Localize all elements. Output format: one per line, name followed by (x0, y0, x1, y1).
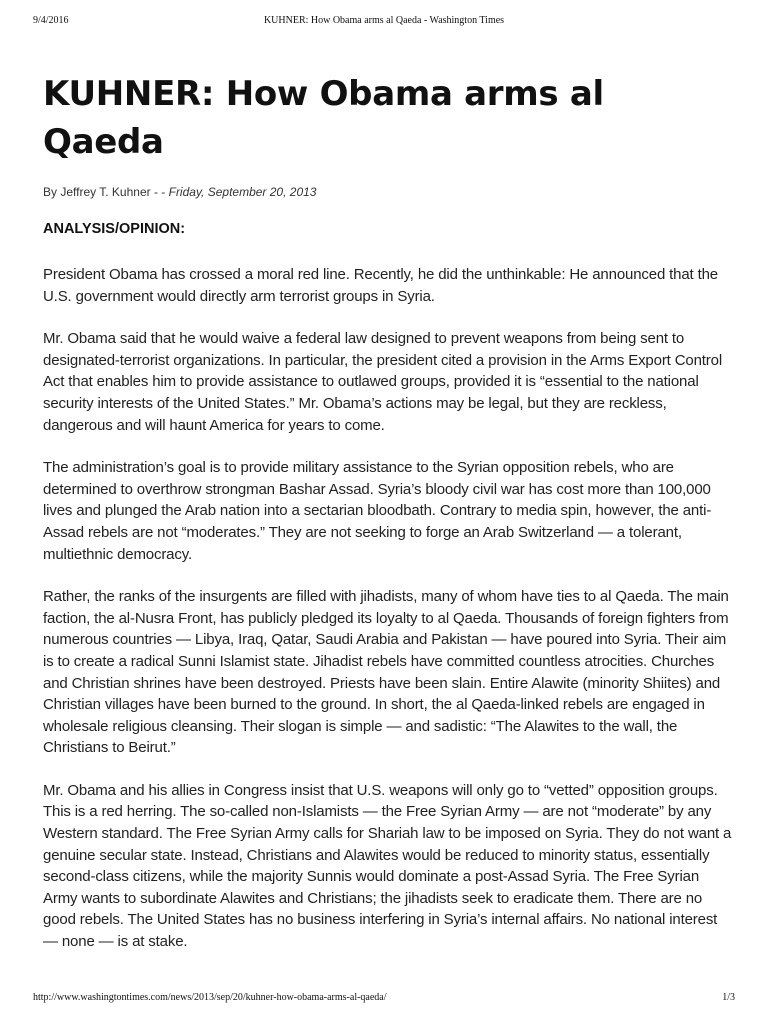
article-paragraph: The administration’s goal is to provide military assistance to the Syrian opposition rebels, who are determined to overthrow strongman Bashar Assad. Syria’s bloody civil war has cost more than 100,000 lives and plunged the Arab nation into a sectarian bloodbath. Contrary to media spin, however, the anti-Assad rebels are not “moderates.” They are not seeking to forge an Arab Switzerland — a tolerant, multiethnic democracy. (43, 459, 712, 563)
page-number: 1/3 (722, 992, 735, 1003)
article-paragraph: Mr. Obama and his allies in Congress insist that U.S. weapons will only go to “vetted” opposition groups. This is a red herring. The so-called non-Islamists — the Free Syrian Army — are not “moderate” by any Western standard. The Free Syrian Army calls for Shariah law to be imposed on Syria. They do not want a genuine secular state. Instead, Christians and Alawites would be reduced to minority status, essentially second-class citizens, while the majority Sunnis would dominate a post-Assad Syria. The Free Syrian Army wants to subordinate Alawites and Christians; the jihadists seek to eradicate them. There are no good rebels. The United States has no business interfering in Syria’s internal affairs. No national interest — none — is at stake. (43, 781, 732, 951)
article-paragraph: President Obama has crossed a moral red line. Recently, he did the unthinkable: He announced that the U.S. government would directly arm terrorist groups in Syria. (43, 266, 718, 305)
article-headline: KUHNER: How Obama arms al Qaeda (43, 74, 604, 162)
byline (43, 184, 733, 200)
article-paragraph: Mr. Obama said that he would waive a federal law designed to prevent weapons from being sent to designated-terrorist organizations. In particular, the president cited a provision in the Arms Export Control Act that enables him to provide assistance to outlawed groups, provided it is “essential to the national security interests of the United States.” Mr. Obama’s actions may be legal, but they are reckless, dangerous and will haunt America for years to come. (43, 330, 723, 434)
article (43, 70, 733, 953)
section-label: ANALYSIS/OPINION: (43, 221, 186, 237)
print-footer (0, 992, 768, 1006)
byline-date: Friday, September 20, 2013 (168, 185, 317, 199)
print-date: 9/4/2016 (33, 15, 69, 26)
byline-author: By Jeffrey T. Kuhner - - (43, 185, 169, 199)
print-url: http://www.washingtontimes.com/news/2013/sep/20/kuhner-how-obama-arms-al-qaeda/ (33, 992, 387, 1003)
article-paragraph: Rather, the ranks of the insurgents are filled with jihadists, many of whom have ties to al Qaeda. The main faction, the al-Nusra Front, has publicly pledged its loyalty to al Qaeda. Thousands of foreign fighters from numerous countries — Libya, Iraq, Qatar, Saudi Arabia and Pakistan — have poured into Syria. Their aim is to create a radical Sunni Islamist state. Jihadist rebels have committed countless atrocities. Churches and Christian shrines have been destroyed. Priests have been slain. Entire Alawite (minority Shiites) and Christian villages have been burned to the ground. In short, the al Qaeda-linked rebels are engaged in wholesale religious cleansing. Their slogan is simple — and sadistic: “The Alawites to the wall, the Christians to Beirut.” (43, 588, 729, 757)
print-document-title: KUHNER: How Obama arms al Qaeda - Washington Times (263, 15, 505, 26)
print-header (0, 15, 768, 29)
